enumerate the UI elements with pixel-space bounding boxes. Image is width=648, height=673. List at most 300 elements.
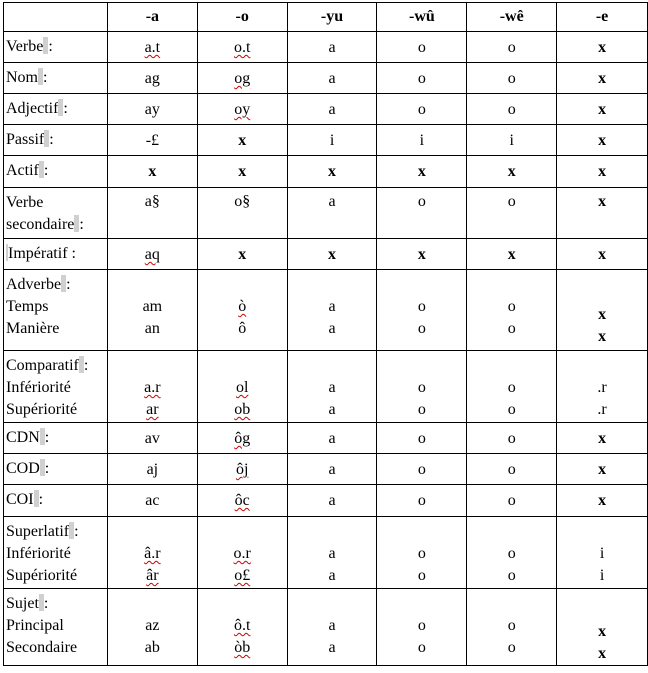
- cell-a: [107, 270, 197, 351]
- row-label: [6, 98, 107, 120]
- cell-value: i: [599, 567, 605, 584]
- cell-value: a: [328, 193, 336, 210]
- cell-value: a.t: [144, 39, 161, 56]
- row-label: [6, 274, 107, 296]
- cell-value: x: [238, 163, 247, 180]
- row-label-colon: :: [44, 429, 50, 446]
- table-row: [4, 94, 648, 125]
- cell-value: o: [507, 492, 516, 509]
- cell-yu: [287, 32, 377, 63]
- row-label-cell: [4, 517, 108, 589]
- cell-value: og: [234, 70, 251, 87]
- cell-value: o: [417, 39, 426, 56]
- cell-value: am: [142, 298, 163, 315]
- cell-value: .r: [597, 401, 607, 418]
- cell-value: âr: [146, 567, 159, 584]
- row-label-cell: [4, 156, 108, 188]
- cell-wu: [377, 270, 467, 351]
- cell-e: [557, 94, 648, 125]
- cell-value: [198, 355, 287, 377]
- cell-wu: [377, 188, 467, 239]
- cell-value: a: [328, 545, 336, 562]
- cell-wu: [377, 517, 467, 589]
- cell-e: [557, 32, 648, 63]
- table-row: [4, 351, 648, 423]
- cell-e: [557, 188, 648, 239]
- cell-we: [467, 188, 557, 239]
- cell-value: x: [507, 246, 516, 263]
- cell-value: o: [507, 461, 516, 478]
- cell-value: ôj: [235, 461, 249, 478]
- row-label-colon: :: [43, 162, 49, 179]
- cell-value: ò: [238, 298, 247, 315]
- header-cell-empty: [4, 3, 108, 32]
- cell-e: [557, 454, 648, 485]
- table-row: [4, 188, 648, 239]
- cell-value: [288, 355, 377, 377]
- header-cell-o: -o: [197, 3, 287, 32]
- cell-value: o: [417, 320, 426, 337]
- cell-value: o: [417, 101, 426, 118]
- cell-o: [197, 351, 287, 423]
- cell-we: [467, 423, 557, 454]
- cell-value: a: [328, 101, 336, 118]
- cell-value: ol: [235, 379, 249, 396]
- cell-value: x: [417, 163, 426, 180]
- cell-yu: [287, 589, 377, 666]
- cell-wu: [377, 63, 467, 94]
- cell-value: [377, 593, 466, 615]
- row-label-colon: :: [83, 357, 89, 374]
- cell-value: i: [509, 132, 514, 149]
- table-row: [4, 423, 648, 454]
- row-label-text: COD: [6, 460, 40, 477]
- row-label: [6, 489, 107, 511]
- cell-value: o: [507, 617, 516, 634]
- cell-value: a: [328, 461, 336, 478]
- row-label: Verbe: [6, 194, 44, 211]
- cell-value: [557, 521, 647, 543]
- row-label-text: COI: [6, 491, 34, 508]
- cell-we: [467, 239, 557, 270]
- cell-value: x: [598, 70, 607, 87]
- cell-value: [108, 274, 197, 296]
- row-label-colon: :: [48, 38, 53, 55]
- cell-yu: [287, 485, 377, 517]
- cell-value: x: [598, 430, 607, 447]
- cell-value: [467, 274, 556, 296]
- cell-we: [467, 454, 557, 485]
- cell-we: [467, 517, 557, 589]
- row-label: Infériorité: [6, 545, 71, 562]
- cell-value: x: [598, 193, 607, 210]
- cell-e: [557, 63, 648, 94]
- cell-wu: [377, 351, 467, 423]
- row-label-text: Adverbe: [6, 276, 62, 293]
- cell-o: [197, 423, 287, 454]
- cell-value: a: [328, 567, 336, 584]
- cell-o: [197, 517, 287, 589]
- cell-value: o.r: [233, 545, 251, 562]
- cell-value: x: [598, 163, 607, 180]
- cell-a: [107, 589, 197, 666]
- cell-e: [557, 270, 648, 351]
- cell-we: [467, 32, 557, 63]
- cell-a: [107, 63, 197, 94]
- cell-a: [107, 423, 197, 454]
- cell-value: o: [417, 298, 426, 315]
- cell-value: [377, 355, 466, 377]
- cell-value: ay: [144, 101, 160, 118]
- cell-yu: [287, 63, 377, 94]
- cell-a: [107, 517, 197, 589]
- row-label-cell: [4, 188, 108, 239]
- cell-value: o: [417, 379, 426, 396]
- cell-value: -£: [145, 132, 160, 149]
- cell-e: [557, 517, 648, 589]
- cell-a: [107, 125, 197, 156]
- row-label: [6, 214, 107, 236]
- row-label-colon: :: [43, 69, 48, 86]
- cell-yu: [287, 517, 377, 589]
- cell-value: x: [598, 623, 607, 640]
- cell-we: [467, 125, 557, 156]
- cell-value: i: [599, 545, 605, 562]
- cell-value: o: [417, 430, 426, 447]
- row-label-cell: [4, 239, 108, 270]
- row-label-colon: :: [38, 491, 44, 508]
- cell-e: [557, 485, 648, 517]
- cell-value: x: [417, 246, 426, 263]
- row-label: Supériorité: [6, 567, 78, 584]
- table-row: [4, 454, 648, 485]
- cell-value: ar: [146, 401, 159, 418]
- cell-value: ôg: [234, 430, 251, 447]
- cell-a: [107, 156, 197, 188]
- cell-value: a§: [144, 193, 160, 210]
- row-label-text: Verbe: [6, 38, 44, 55]
- row-label-cell: [4, 125, 108, 156]
- cell-value: a: [328, 39, 336, 56]
- row-label-colon: :: [63, 100, 68, 117]
- row-label-cell: [4, 589, 108, 666]
- cell-yu: [287, 125, 377, 156]
- row-label-colon: :: [74, 523, 79, 540]
- cell-value: [198, 274, 287, 296]
- cell-value: aq: [144, 246, 160, 263]
- cell-value: a: [328, 401, 336, 418]
- cell-value: [557, 355, 647, 377]
- row-label-text: Sujet: [6, 595, 39, 612]
- table-row: [4, 517, 648, 589]
- suffix-table: [3, 2, 648, 666]
- cell-value: [467, 521, 556, 543]
- row-label-colon: :: [44, 460, 50, 477]
- row-label-cell: [4, 423, 108, 454]
- cell-value: ob: [234, 401, 251, 418]
- cell-value: x: [238, 132, 247, 149]
- cell-value: av: [144, 430, 160, 447]
- cell-e: [557, 156, 648, 188]
- cell-value: x: [328, 163, 337, 180]
- cell-value: x: [328, 246, 337, 263]
- row-label-text: Comparatif: [6, 357, 79, 374]
- cell-yu: [287, 156, 377, 188]
- cell-value: x: [598, 461, 607, 478]
- cell-value: o: [417, 193, 426, 210]
- cell-we: [467, 351, 557, 423]
- cell-value: a.r: [144, 379, 161, 396]
- cell-a: [107, 239, 197, 270]
- row-label-text: Nom: [6, 69, 38, 86]
- cell-value: an: [144, 320, 160, 337]
- cell-value: a: [328, 617, 336, 634]
- table-row: [4, 239, 648, 270]
- cell-value: x: [598, 328, 607, 345]
- cell-value: aj: [146, 461, 159, 478]
- cell-value: x: [598, 132, 607, 149]
- cell-value: a: [328, 639, 336, 656]
- header-cell-yu: -yu: [287, 3, 377, 32]
- cell-a: [107, 485, 197, 517]
- row-label-text: CDN: [6, 429, 40, 446]
- cell-yu: [287, 270, 377, 351]
- cell-value: ô.t: [233, 617, 251, 634]
- cell-o: [197, 589, 287, 666]
- row-label-text: Passif: [6, 131, 45, 148]
- row-label-text: Adjectif: [6, 100, 59, 117]
- table-row: [4, 589, 648, 666]
- row-label-cell: [4, 454, 108, 485]
- cell-wu: [377, 94, 467, 125]
- cell-o: [197, 156, 287, 188]
- cell-value: o: [507, 545, 516, 562]
- cell-yu: [287, 454, 377, 485]
- cell-value: i: [329, 132, 335, 149]
- cell-value: .r: [597, 379, 607, 396]
- row-label-cell: [4, 32, 108, 63]
- row-label-cell: [4, 270, 108, 351]
- cell-wu: [377, 454, 467, 485]
- cell-value: o: [507, 298, 516, 315]
- cell-we: [467, 63, 557, 94]
- cell-value: x: [598, 39, 607, 56]
- cell-value: [377, 274, 466, 296]
- cell-value: [377, 521, 466, 543]
- row-label-colon: :: [49, 131, 54, 148]
- header-cell-wu: -wû: [377, 3, 467, 32]
- row-label-text: Impératif :: [8, 245, 76, 262]
- row-label: [6, 593, 107, 615]
- cell-value: [557, 599, 647, 621]
- cell-value: o: [507, 70, 516, 87]
- cell-e: [557, 351, 648, 423]
- row-label-colon: :: [79, 216, 84, 233]
- cell-value: o: [507, 639, 516, 656]
- row-label-cell: [4, 63, 108, 94]
- cell-value: o§: [234, 193, 251, 210]
- cell-value: a: [328, 320, 336, 337]
- cell-e: [557, 423, 648, 454]
- cell-o: [197, 188, 287, 239]
- cell-value: o: [507, 39, 516, 56]
- cell-value: a: [328, 70, 336, 87]
- cell-yu: [287, 94, 377, 125]
- row-label: [6, 427, 107, 449]
- cell-value: o: [507, 567, 516, 584]
- cell-value: x: [238, 246, 247, 263]
- cell-yu: [287, 239, 377, 270]
- cell-o: [197, 239, 287, 270]
- table-row: [4, 485, 648, 517]
- cell-a: [107, 454, 197, 485]
- cell-value: o: [417, 567, 426, 584]
- row-label: [6, 160, 107, 182]
- table-row: [4, 156, 648, 188]
- row-label: [6, 129, 107, 151]
- cell-we: [467, 156, 557, 188]
- cell-value: òb: [234, 639, 251, 656]
- cell-value: x: [598, 645, 607, 662]
- cell-value: [108, 593, 197, 615]
- cell-value: [288, 274, 377, 296]
- cell-yu: [287, 351, 377, 423]
- cell-value: x: [598, 246, 607, 263]
- row-label-text: Superlatif: [6, 523, 70, 540]
- cell-e: [557, 239, 648, 270]
- row-label: Supériorité: [6, 401, 78, 418]
- cell-e: [557, 125, 648, 156]
- cell-we: [467, 589, 557, 666]
- row-label: [6, 243, 107, 265]
- cell-value: o: [417, 70, 426, 87]
- row-label: Infériorité: [6, 379, 71, 396]
- cell-value: o: [417, 461, 426, 478]
- cell-value: [108, 521, 197, 543]
- cell-value: o: [507, 401, 516, 418]
- row-label-colon: :: [66, 276, 71, 293]
- cell-value: [198, 521, 287, 543]
- cell-wu: [377, 239, 467, 270]
- cell-value: â.r: [144, 545, 161, 562]
- cell-value: az: [145, 617, 160, 634]
- cell-value: o: [507, 193, 516, 210]
- table-row: [4, 63, 648, 94]
- cell-value: o: [417, 639, 426, 656]
- row-label-cell: [4, 351, 108, 423]
- row-label: Manière: [6, 320, 60, 337]
- row-label-text: secondaire: [6, 216, 75, 233]
- cell-wu: [377, 589, 467, 666]
- cell-value: o.t: [233, 39, 251, 56]
- cell-e: [557, 589, 648, 666]
- row-label: [6, 355, 107, 377]
- cell-wu: [377, 156, 467, 188]
- cell-value: ôc: [234, 492, 250, 509]
- cell-we: [467, 270, 557, 351]
- header-row: [4, 3, 648, 32]
- cell-o: [197, 270, 287, 351]
- cell-value: [288, 521, 377, 543]
- cell-a: [107, 32, 197, 63]
- row-label-text: Actif: [6, 162, 39, 179]
- cell-value: ab: [144, 639, 160, 656]
- table-row: [4, 32, 648, 63]
- row-label: [6, 521, 107, 543]
- row-label: [6, 67, 107, 89]
- cell-we: [467, 485, 557, 517]
- cell-o: [197, 485, 287, 517]
- cell-value: [557, 282, 647, 304]
- row-label: Secondaire: [6, 639, 78, 656]
- cell-value: o: [507, 101, 516, 118]
- cell-value: x: [598, 306, 607, 323]
- cell-value: ac: [145, 492, 160, 509]
- cell-value: [467, 355, 556, 377]
- cell-yu: [287, 423, 377, 454]
- cell-value: o: [417, 545, 426, 562]
- row-label: [6, 36, 107, 58]
- table-row: [4, 125, 648, 156]
- cell-wu: [377, 32, 467, 63]
- cell-value: [288, 593, 377, 615]
- cell-value: o: [507, 430, 516, 447]
- cell-value: a: [328, 492, 336, 509]
- cell-wu: [377, 485, 467, 517]
- cell-o: [197, 32, 287, 63]
- cell-value: oy: [234, 101, 251, 118]
- row-label-cell: [4, 485, 108, 517]
- cell-value: i: [419, 132, 425, 149]
- cell-value: o: [417, 492, 426, 509]
- cell-value: ô: [238, 320, 247, 337]
- cell-a: [107, 351, 197, 423]
- cell-value: o: [507, 320, 516, 337]
- cell-value: x: [598, 101, 607, 118]
- cell-a: [107, 94, 197, 125]
- cell-we: [467, 94, 557, 125]
- cell-o: [197, 125, 287, 156]
- cell-o: [197, 94, 287, 125]
- row-label-cell: [4, 94, 108, 125]
- cell-a: [107, 188, 197, 239]
- cell-value: a: [328, 298, 336, 315]
- cell-value: [198, 593, 287, 615]
- cell-value: [108, 355, 197, 377]
- header-cell-e: -e: [557, 3, 648, 32]
- cell-value: a: [328, 430, 336, 447]
- header-cell-we: -wê: [467, 3, 557, 32]
- cell-value: x: [598, 492, 607, 509]
- cell-value: [467, 593, 556, 615]
- cell-value: x: [148, 163, 157, 180]
- header-cell-a: -a: [107, 3, 197, 32]
- cell-wu: [377, 423, 467, 454]
- row-label: Principal: [6, 617, 64, 634]
- cell-o: [197, 454, 287, 485]
- cell-value: x: [507, 163, 516, 180]
- cell-value: o£: [234, 567, 251, 584]
- row-label: [6, 458, 107, 480]
- cell-value: o: [417, 617, 426, 634]
- table-row: [4, 270, 648, 351]
- row-label: Temps: [6, 298, 49, 315]
- cell-o: [197, 63, 287, 94]
- cell-value: ag: [144, 70, 160, 87]
- row-label-colon: :: [43, 595, 49, 612]
- cell-value: a: [328, 379, 336, 396]
- cell-value: o: [417, 401, 426, 418]
